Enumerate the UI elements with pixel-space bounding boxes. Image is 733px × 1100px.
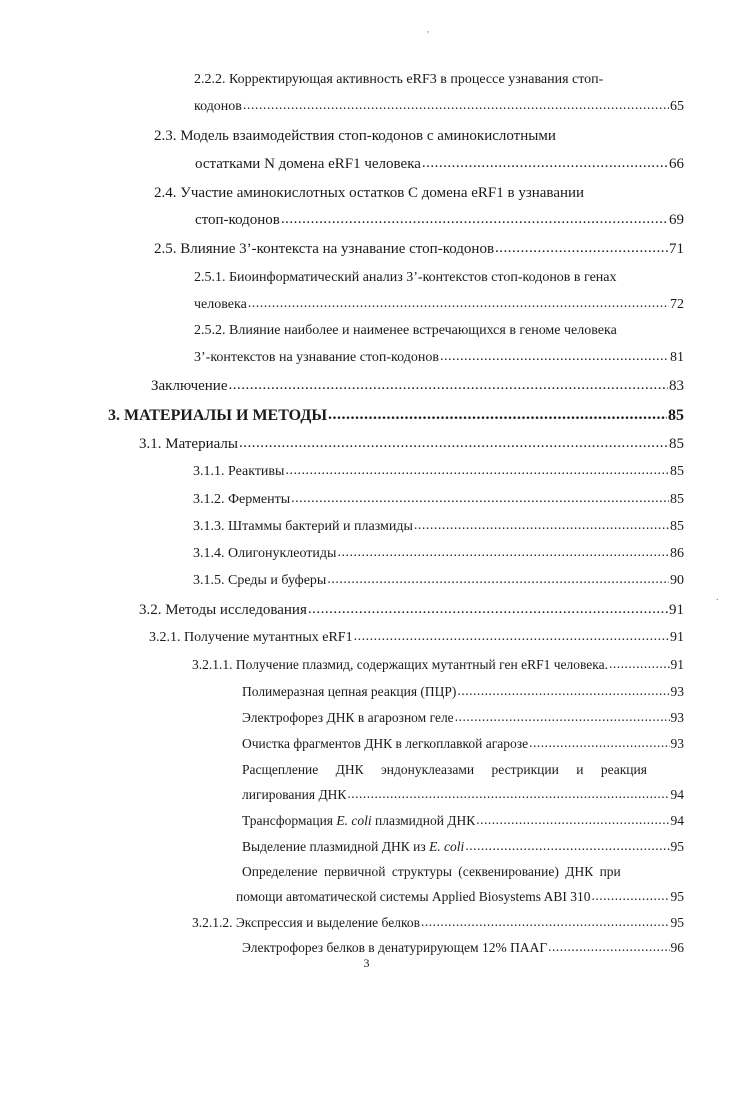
page-number: 3 (363, 956, 370, 970)
toc-line (0, 889, 733, 911)
toc-line (0, 684, 733, 706)
toc-line (0, 72, 733, 94)
toc-line (0, 813, 733, 835)
toc-page-number: 72 (670, 297, 684, 312)
toc-chapter-title: 3. МАТЕРИАЛЫ И МЕТОДЫ (108, 407, 328, 424)
toc-entry-text: 2.4. Участие аминокислотных остатков С домена eRF1 в узнавании (154, 185, 585, 201)
leader-dots (609, 657, 669, 672)
toc-entry-text: 3.1.1. Реактивы (193, 464, 285, 479)
toc-line (0, 839, 733, 861)
toc-line (0, 602, 733, 624)
toc-entry-text: 2.2.2. Корректирующая активность eRF3 в процессе узнавания стоп- (194, 72, 604, 87)
toc-line (0, 657, 733, 679)
toc-entry-text: Трансформация E. coli плазмидной ДНК (242, 813, 476, 828)
toc-page-number: 95 (670, 839, 684, 854)
leader-dots (548, 940, 669, 955)
toc-page-number: 85 (670, 519, 684, 534)
leader-dots (465, 839, 669, 854)
leader-dots (243, 99, 669, 114)
toc-entry-text: 3.2.1.1. Получение плазмид, содержащих мутантный ген eRF1 человека. (192, 657, 609, 672)
toc-entry-text: 2.3. Модель взаимодействия стоп-кодонов с аминокислотными (154, 128, 556, 144)
toc-entry-text: 3.2. Методы исследования (139, 602, 307, 618)
toc-entry-text: Электрофорез белков в денатурирующем 12% ПААГ (242, 940, 548, 955)
leader-dots (328, 407, 667, 424)
toc-line (0, 297, 733, 319)
leader-dots (476, 813, 669, 828)
leader-dots (229, 378, 669, 394)
toc-line (0, 864, 733, 886)
toc-page-number: 66 (669, 156, 684, 172)
toc-page-number: 93 (670, 736, 684, 751)
toc-entry-text: Полимеразная цепная реакция (ПЦР) (242, 684, 457, 699)
toc-line (0, 710, 733, 732)
toc-line (0, 378, 733, 400)
toc-entry-text: 2.5.1. Биоинформатический анализ 3’-контекстов стоп-кодонов в генах (194, 270, 617, 285)
toc-entry-text: Определение первичной структуры (секвенирование) ДНК при (242, 864, 621, 879)
leader-dots (455, 710, 670, 725)
leader-dots (414, 519, 669, 534)
toc-line (0, 464, 733, 486)
toc-entry-text: 3.1. Материалы (139, 436, 238, 452)
toc-line (0, 762, 733, 784)
toc-line (0, 323, 733, 345)
toc-line (0, 492, 733, 514)
toc-page-number: 90 (670, 573, 684, 588)
leader-dots (248, 297, 669, 312)
toc-entry-text: Заключение (151, 378, 228, 394)
toc-entry-text: кодонов (194, 99, 242, 114)
toc-line (0, 736, 733, 758)
toc-page-number: 94 (670, 813, 684, 828)
toc-entry-text: человека (194, 297, 247, 312)
toc-line (0, 99, 733, 121)
leader-dots (281, 212, 668, 228)
leader-dots (291, 492, 669, 507)
toc-entry-text: 2.5. Влияние 3’-контекста на узнавание стоп-кодонов (154, 241, 495, 257)
toc-line (0, 787, 733, 809)
toc-line (0, 630, 733, 652)
toc-line (0, 436, 733, 458)
toc-entry-text: 3.2.1. Получение мутантных eRF1 (149, 630, 353, 645)
toc-page-number: 71 (669, 241, 684, 257)
leader-dots (592, 889, 670, 904)
leader-dots (421, 915, 670, 930)
toc-line (0, 156, 733, 178)
toc-page-number: 86 (670, 546, 684, 561)
toc-line (0, 241, 733, 263)
leader-dots (337, 546, 669, 561)
toc-line (0, 350, 733, 372)
toc-line (0, 546, 733, 568)
toc-page-number: 95 (670, 889, 684, 904)
toc-entry-text: 3.1.4. Олигонуклеотиды (193, 546, 337, 561)
toc-page-number: 81 (670, 350, 684, 365)
toc-entry-text: 3’-контекстов на узнавание стоп-кодонов (194, 350, 439, 365)
toc-page-number: 85 (668, 407, 684, 424)
toc-entry-text: помощи автоматической системы Applied Biosystems ABI 310 (236, 889, 591, 904)
toc-entry-text: 3.1.5. Среды и буферы (193, 573, 327, 588)
toc-entry-text: 3.1.2. Ферменты (193, 492, 291, 507)
toc-page-number: 83 (669, 378, 684, 394)
leader-dots (440, 350, 669, 365)
toc-entry-text: остатками N домена eRF1 человека (195, 156, 421, 172)
toc-page-number: 69 (669, 212, 684, 228)
leader-dots (285, 464, 669, 479)
toc-page-number: 91 (670, 630, 684, 645)
toc-entry-text: стоп-кодонов (195, 212, 280, 228)
toc-line (0, 573, 733, 595)
toc-page-number: 85 (669, 436, 684, 452)
leader-dots (422, 156, 668, 172)
scan-mark: ' (427, 30, 429, 41)
toc-line (0, 212, 733, 234)
toc-entry-text: Электрофорез ДНК в агарозном геле (242, 710, 454, 725)
leader-dots (354, 630, 669, 645)
toc-entry-text: Выделение плазмидной ДНК из E. coli (242, 839, 465, 854)
toc-page-number: 95 (670, 915, 684, 930)
toc-page-number: 65 (670, 99, 684, 114)
toc-page-number: 91 (670, 657, 684, 672)
toc-entry-text: 3.2.1.2. Экспрессия и выделение белков (192, 915, 420, 930)
leader-dots (529, 736, 669, 751)
toc-line (0, 128, 733, 150)
toc-entry-text: Расщепление ДНК эндонуклеазами рестрикции и реакция (242, 762, 647, 777)
leader-dots (327, 573, 669, 588)
leader-dots (495, 241, 668, 257)
toc-line (0, 407, 733, 429)
leader-dots (457, 684, 669, 699)
toc-page-number: 94 (670, 787, 684, 802)
toc-line (0, 270, 733, 292)
leader-dots (239, 436, 668, 452)
toc-page-number: 93 (670, 710, 684, 725)
toc-entry-text: лигирования ДНК (242, 787, 347, 802)
toc-page-number: 91 (669, 602, 684, 618)
leader-dots (347, 787, 669, 802)
toc-page-number: 85 (670, 492, 684, 507)
toc-line (0, 915, 733, 937)
toc-page-number: 93 (670, 684, 684, 699)
toc-line (0, 185, 733, 207)
toc-entry-text: 2.5.2. Влияние наиболее и наименее встречающихся в геноме человека (194, 323, 617, 338)
toc-page-number: 85 (670, 464, 684, 479)
toc-entry-text: Очистка фрагментов ДНК в легкоплавкой агарозе (242, 736, 529, 751)
toc-entry-text: 3.1.3. Штаммы бактерий и плазмиды (193, 519, 413, 534)
toc-page-number: 96 (670, 940, 684, 955)
leader-dots (308, 602, 668, 618)
scan-mark: . (716, 592, 719, 603)
toc-line (0, 519, 733, 541)
